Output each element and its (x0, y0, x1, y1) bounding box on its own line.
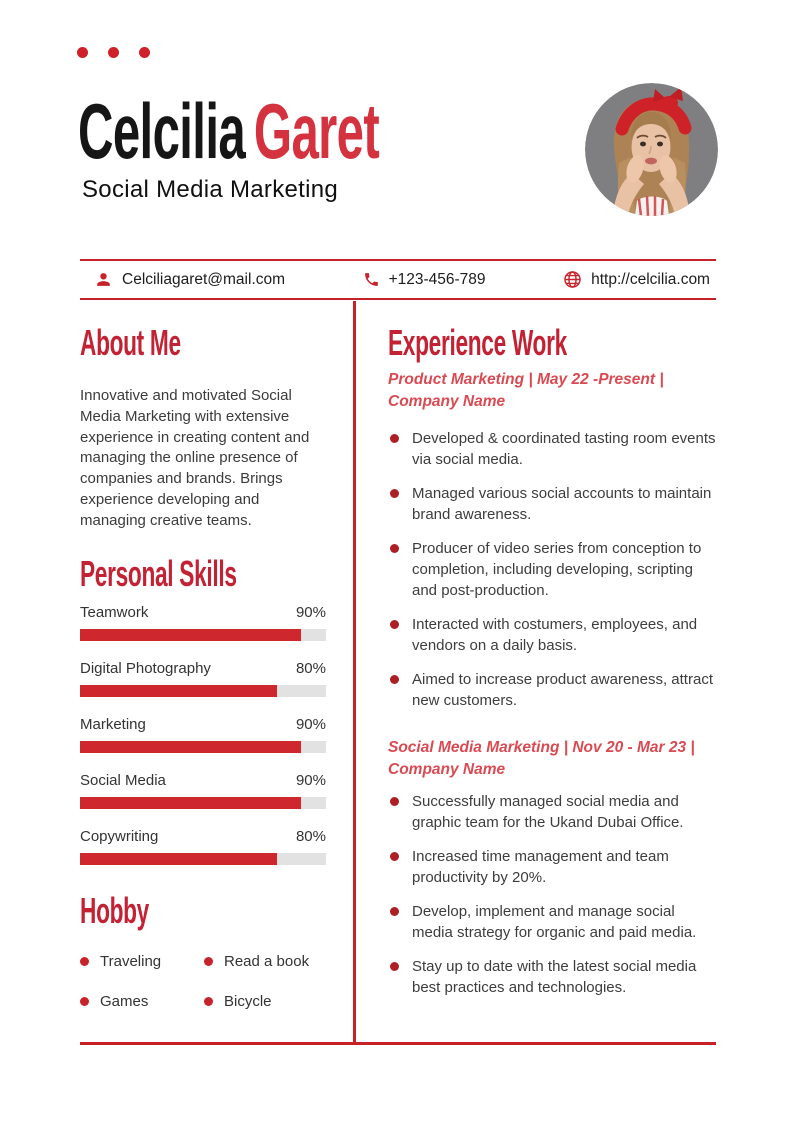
dot-icon (139, 47, 150, 58)
hobby-item (80, 953, 204, 970)
phone-text: +123-456-789 (388, 270, 486, 288)
hobby-label: Traveling (100, 953, 162, 970)
skills-list (80, 604, 326, 884)
bullet-item (388, 538, 716, 601)
bullet-icon (390, 797, 399, 806)
skill-bar (80, 853, 326, 865)
skill-item (80, 604, 326, 641)
profile-photo (585, 83, 718, 216)
skill-bar (80, 741, 326, 753)
dot-icon (77, 47, 88, 58)
hobby-label: Read a book (224, 953, 310, 970)
bottom-rule (80, 1042, 716, 1045)
skill-label: Social Media (80, 772, 166, 789)
column-divider (353, 301, 356, 1044)
job-title: Social Media Marketing | Nov 20 - Mar 23 | Company Name (388, 739, 695, 778)
contact-website (563, 270, 710, 289)
person-icon (94, 270, 113, 289)
skill-label: Marketing (80, 716, 146, 733)
hobby-heading: Hobby (80, 890, 149, 931)
bullet-text: Increased time management and team productivity by 20%. (412, 848, 669, 886)
phone-icon (363, 271, 380, 288)
bullet-text: Managed various social accounts to maintain brand awareness. (412, 485, 712, 523)
bullet-icon (390, 852, 399, 861)
hobby-item (204, 953, 330, 970)
about-heading: About Me (80, 322, 181, 363)
page-title (78, 87, 380, 175)
skill-bar-fill (80, 685, 277, 697)
skill-percent: 80% (295, 660, 326, 677)
bullet-text: Stay up to date with the latest social media best practices and technologies. (412, 958, 697, 996)
skill-item (80, 660, 326, 697)
bullet-icon (204, 957, 213, 966)
skill-label: Copywriting (80, 828, 159, 845)
skill-bar-fill (80, 741, 301, 753)
bullet-item (388, 428, 716, 470)
globe-icon (563, 270, 582, 289)
job-bullet-list (388, 428, 716, 724)
hobby-label: Games (100, 993, 149, 1010)
skill-percent: 90% (295, 716, 326, 733)
skills-heading: Personal Skills (80, 553, 237, 594)
skill-percent: 80% (295, 828, 326, 845)
hobby-item (80, 993, 204, 1010)
bullet-icon (204, 997, 213, 1006)
bullet-text: Producer of video series from conception to completion, including developing, scripting and post-production. (412, 540, 702, 599)
skill-bar (80, 629, 326, 641)
bullet-text: Develop, implement and manage social media strategy for organic and paid media. (412, 903, 697, 941)
bullet-text: Interacted with costumers, employees, and vendors on a daily basis. (412, 616, 698, 654)
skill-bar (80, 685, 326, 697)
bullet-item (388, 791, 716, 833)
skill-item (80, 772, 326, 809)
contact-email (94, 270, 285, 289)
bullet-icon (390, 434, 399, 443)
skill-bar-fill (80, 853, 277, 865)
experience-heading: Experience Work (388, 322, 567, 363)
first-name: Celcilia (78, 87, 246, 175)
bullet-icon (390, 907, 399, 916)
skill-item (80, 716, 326, 753)
about-text: Innovative and motivated Social Media Marketing with extensive experience in creating content and managing the online presence of companies and brands. Brings experience developing and managing creative teams. (80, 387, 310, 529)
bullet-text: Developed & coordinated tasting room events via social media. (412, 430, 716, 468)
contact-phone (363, 271, 486, 289)
skill-bar (80, 797, 326, 809)
email-text: Celciliagaret@mail.com (122, 270, 286, 288)
bullet-icon (80, 997, 89, 1006)
last-name: Garet (253, 87, 380, 175)
bullet-text: Successfully managed social media and graphic team for the Ukand Dubai Office. (412, 793, 684, 831)
decorative-dots (77, 47, 150, 58)
hobby-label: Bicycle (224, 993, 272, 1010)
skill-percent: 90% (295, 772, 326, 789)
bullet-item (388, 956, 716, 998)
bullet-item (388, 669, 716, 711)
bullet-item (388, 846, 716, 888)
avatar (585, 83, 718, 216)
job-title: Product Marketing | May 22 -Present | Company Name (388, 371, 664, 410)
bullet-item (388, 614, 716, 656)
bullet-icon (80, 957, 89, 966)
contact-bar (80, 259, 716, 300)
hobby-item (204, 993, 330, 1010)
dot-icon (108, 47, 119, 58)
bullet-icon (390, 620, 399, 629)
website-text: http://celcilia.com (591, 270, 710, 288)
bullet-icon (390, 675, 399, 684)
job-subtitle: Social Media Marketing (82, 176, 339, 203)
skill-bar-fill (80, 797, 301, 809)
bullet-icon (390, 544, 399, 553)
skill-percent: 90% (295, 604, 326, 621)
skill-bar-fill (80, 629, 301, 641)
skill-label: Teamwork (80, 604, 149, 621)
hobby-list (80, 953, 330, 1010)
bullet-icon (390, 962, 399, 971)
bullet-text: Aimed to increase product awareness, attract new customers. (412, 671, 713, 709)
bullet-item (388, 483, 716, 525)
bullet-icon (390, 489, 399, 498)
bullet-item (388, 901, 716, 943)
job-bullet-list (388, 791, 716, 1011)
skill-label: Digital Photography (80, 660, 211, 677)
skill-item (80, 828, 326, 865)
